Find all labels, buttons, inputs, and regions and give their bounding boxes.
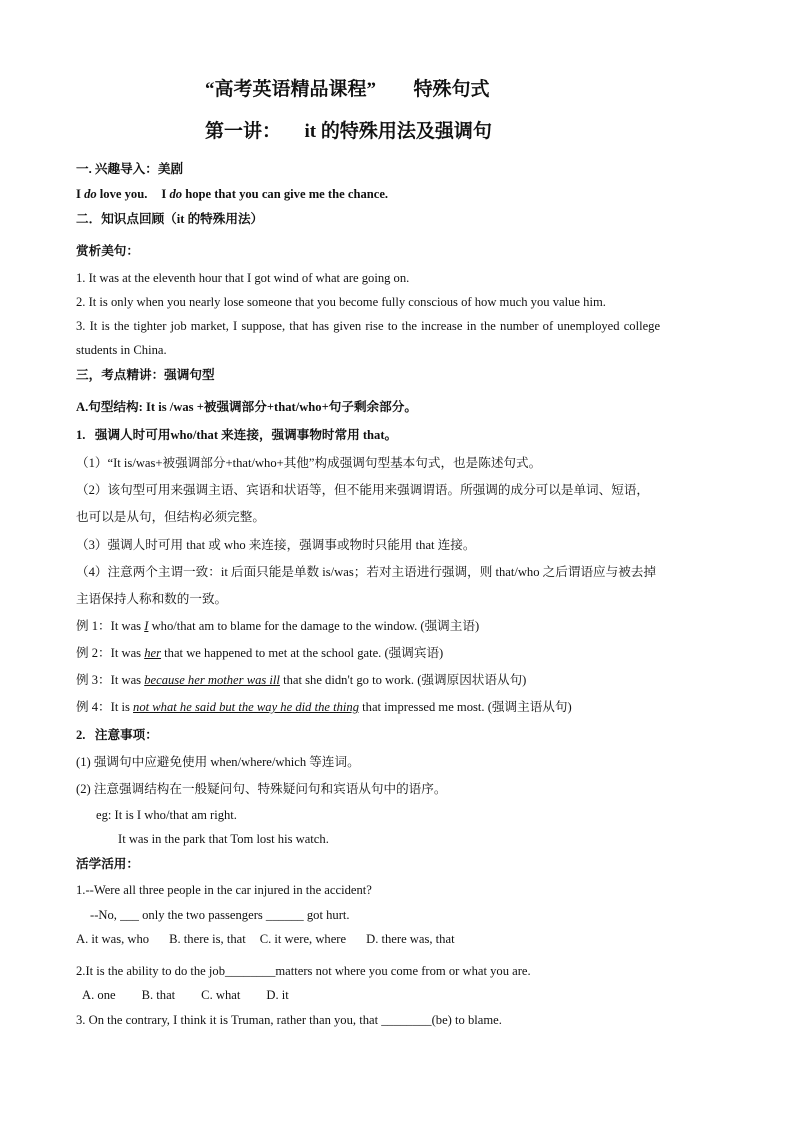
point-2-heading: 2. 注意事项： <box>76 728 158 742</box>
option-b: B. that <box>141 988 176 1002</box>
section-2-heading: 二．知识点回顾（it 的特殊用法） <box>76 212 264 226</box>
example-pre: It was <box>110 646 145 660</box>
option-c: C. what <box>201 988 241 1002</box>
question-1-line-1: 1.--Were all three people in the car injured in the accident? <box>76 883 372 897</box>
example-post: who/that am to blame for the damage to the window. (强调主语) <box>148 619 480 633</box>
quote-2-pre: I <box>161 187 170 201</box>
example-emphasis: because her mother was ill <box>144 673 280 687</box>
eg-line-2: It was in the park that Tom lost his watch. <box>118 832 329 846</box>
option-a: A. one <box>82 988 116 1002</box>
quote-2-emphasis: do <box>169 187 183 201</box>
note-4-cont: 主语保持人称和数的一致。 <box>76 592 228 606</box>
option-c: C. it were, where <box>259 932 347 946</box>
example-label: 例 3： <box>76 673 111 687</box>
title-topic: 特殊句式 <box>413 79 490 100</box>
quote-2-post: hope that you can give me the chance. <box>182 187 389 201</box>
example-post: that we happened to met at the school gate. (强调宾语) <box>161 646 444 660</box>
section-1-heading: 一. 兴趣导入：美剧 <box>76 162 184 176</box>
title-line-2 <box>205 120 492 144</box>
example-1 <box>76 618 479 634</box>
example-emphasis: not what he said but the way he did the thing <box>133 700 359 714</box>
quote-1-emphasis: do <box>84 187 97 201</box>
example-emphasis: her <box>144 646 162 660</box>
question-1-line-2: --No, ___ only the two passengers ______ got hurt. <box>90 908 350 922</box>
lecture-label: 第一讲： <box>205 121 282 142</box>
option-a: A. it was, who <box>76 932 150 946</box>
point-1-heading: 1. 强调人时可用who/that 来连接，强调事物时常用 that。 <box>76 428 398 442</box>
title-course: “高考英语精品课程” <box>205 79 377 100</box>
caution-2: (2) 注意强调结构在一般疑问句、特殊疑问句和宾语从句中的语序。 <box>76 782 447 796</box>
question-2-line: 2.It is the ability to do the job________matters not where you come from or what you are. <box>76 964 531 978</box>
note-2: （2）该句型可用来强调主语、宾语和状语等，但不能用来强调谓语。所强调的成分可以是单词、短语， <box>76 483 650 497</box>
example-emphasis: I <box>144 619 149 633</box>
sentence-1: 1. It was at the eleventh hour that I got wind of what are going on. <box>76 271 410 285</box>
example-post: that she didn't go to work. (强调原因状语从句) <box>279 673 527 687</box>
question-2-options <box>82 987 289 1003</box>
title-line-1 <box>205 78 490 102</box>
note-2-cont: 也可以是从句，但结构必须完整。 <box>76 510 265 524</box>
sentence-2: 2. It is only when you nearly lose someone that you become fully conscious of how much you value him. <box>76 295 606 309</box>
quote-1-pre: I <box>76 187 85 201</box>
section-3-heading: 三，考点精讲：强调句型 <box>76 368 215 382</box>
example-pre: It was <box>110 619 145 633</box>
example-label: 例 1： <box>76 619 111 633</box>
option-b: B. there is, that <box>169 932 246 946</box>
lecture-title: it 的特殊用法及强调句 <box>304 121 492 142</box>
example-post: that impressed me most. (强调主语从句) <box>359 700 572 714</box>
example-label: 例 4： <box>76 700 111 714</box>
example-2 <box>76 645 443 661</box>
example-label: 例 2： <box>76 646 111 660</box>
example-pre: It is <box>110 700 134 714</box>
quote-1-post: love you. <box>96 187 148 201</box>
sentence-3-cont: students in China. <box>76 343 167 357</box>
sentence-structure: A.句型结构: It is /was +被强调部分+that/who+句子剩余部分。 <box>76 400 417 414</box>
option-d: D. there was, that <box>366 932 455 946</box>
note-3: （3）强调人时可用 that 或 who 来连接，强调事或物时只能用 that 连接。 <box>76 538 476 552</box>
note-4: （4）注意两个主谓一致：it 后面只能是单数 is/was；若对主语进行强调，则 that/who 之后谓语应与被去掉 <box>76 565 657 579</box>
example-pre: It was <box>110 673 145 687</box>
eg-line-1: eg: It is I who/that am right. <box>96 808 237 822</box>
section-1-quotes <box>76 186 388 202</box>
option-d: D. it <box>266 988 289 1002</box>
note-1: （1）“It is/was+被强调部分+that/who+其他”构成强调句型基本句式，也是陈述句式。 <box>76 456 542 470</box>
example-3 <box>76 672 526 688</box>
question-1-options <box>76 931 455 947</box>
section-2-subheading: 赏析美句： <box>76 244 139 258</box>
sentence-3: 3. It is the tighter job market, I suppose, that has given rise to the increase in the number of unemployed college <box>76 319 661 333</box>
caution-1: (1) 强调句中应避免使用 when/where/which 等连词。 <box>76 755 360 769</box>
question-3-line: 3. On the contrary, I think it is Truman, rather than you, that ________(be) to blame. <box>76 1013 502 1027</box>
example-4 <box>76 699 572 715</box>
practice-heading: 活学活用： <box>76 857 139 871</box>
